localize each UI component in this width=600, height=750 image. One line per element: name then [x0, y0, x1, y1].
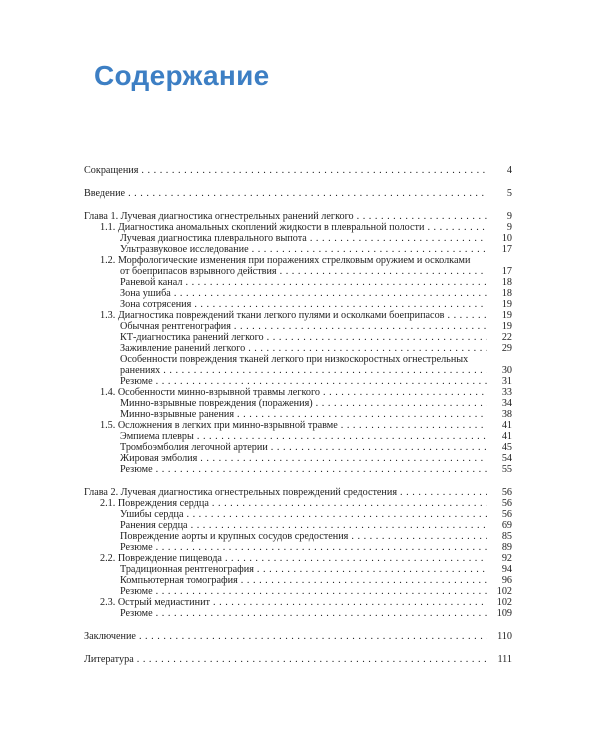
leader-dots [156, 542, 487, 553]
toc-entry-label: Ушибы сердца [120, 509, 184, 520]
toc-entry-label: Ранения сердца [120, 520, 188, 531]
leader-dots [280, 266, 487, 277]
leader-dots [252, 244, 487, 255]
leader-dots [310, 233, 487, 244]
toc-entry[interactable] [84, 266, 512, 277]
toc-page-number: 31 [501, 376, 512, 387]
toc-entry[interactable] [84, 409, 512, 420]
toc-page-number: 22 [501, 332, 512, 343]
leader-dots [400, 487, 487, 498]
leader-dots [248, 343, 487, 354]
toc-entry-label: Минно-взрывные ранения [120, 409, 235, 420]
toc-entry[interactable] [84, 509, 512, 520]
toc-entry-label: Сокращения [84, 165, 139, 176]
toc-entry-label: Минно-взрывные повреждения (поражения) [120, 398, 313, 409]
leader-dots [212, 498, 487, 509]
toc-page-number: 34 [501, 398, 512, 409]
toc-entry-line[interactable]: Особенности повреждения тканей легкого при низкоскоростных огнестрельных [120, 354, 469, 365]
toc-entry-label: 2.2. Повреждение пищевода [100, 553, 222, 564]
toc-page-number: 56 [501, 498, 512, 509]
leader-dots [137, 654, 487, 665]
leader-dots [225, 553, 487, 564]
leader-dots [351, 531, 487, 542]
toc-page-number: 19 [501, 310, 512, 321]
toc-entry[interactable] [84, 365, 512, 376]
toc-page-number: 5 [506, 188, 512, 199]
toc-entry[interactable] [84, 222, 512, 233]
toc-entry[interactable] [84, 332, 512, 343]
toc-entry-label: Жировая эмболия [120, 453, 198, 464]
toc-entry[interactable] [84, 542, 512, 553]
leader-dots [257, 564, 487, 575]
toc-entry[interactable] [84, 165, 512, 176]
toc-page-number: 9 [506, 222, 512, 233]
toc-entry[interactable] [84, 631, 512, 642]
toc-entry[interactable] [84, 575, 512, 586]
toc-entry-label: 2.3. Острый медиастинит [100, 597, 210, 608]
toc-page-number: 102 [496, 597, 512, 608]
toc-page-number: 38 [501, 409, 512, 420]
toc-entry[interactable] [84, 376, 512, 387]
toc-entry[interactable] [84, 498, 512, 509]
leader-dots [271, 442, 487, 453]
toc-entry[interactable] [84, 244, 512, 255]
toc-entry-label: Зона ушиба [120, 288, 171, 299]
leader-dots [427, 222, 487, 233]
toc-page-number: 92 [501, 553, 512, 564]
toc-entry[interactable] [84, 564, 512, 575]
toc-page-number: 29 [501, 343, 512, 354]
toc-entry-label: Эмпиема плевры [120, 431, 194, 442]
toc-entry-label: Резюме [120, 608, 153, 619]
toc-page-number: 30 [501, 365, 512, 376]
toc-entry[interactable] [84, 343, 512, 354]
toc-page-number: 41 [501, 420, 512, 431]
leader-dots [447, 310, 487, 321]
leader-dots [191, 520, 487, 531]
leader-dots [267, 332, 487, 343]
toc-page-number: 41 [501, 431, 512, 442]
toc-entry-line[interactable]: 1.2. Морфологические изменения при поражениях стрелковым оружием и осколками [100, 255, 471, 266]
toc-entry[interactable] [84, 431, 512, 442]
toc-chapter-2[interactable] [84, 487, 512, 498]
leader-dots [139, 631, 487, 642]
leader-dots [185, 277, 487, 288]
toc-chapter-1[interactable] [84, 211, 512, 222]
toc-entry-label: Лучевая диагностика плеврального выпота [120, 233, 307, 244]
leader-dots [156, 464, 487, 475]
leader-dots [357, 211, 487, 222]
leader-dots [237, 409, 487, 420]
toc-page-number: 17 [501, 266, 512, 277]
toc-entry-label: Тромбоэмболия легочной артерии [120, 442, 268, 453]
toc-entry[interactable] [84, 586, 512, 597]
toc-page-number: 56 [501, 509, 512, 520]
toc-page-number: 89 [501, 542, 512, 553]
toc-page-number: 102 [496, 586, 512, 597]
toc-page-number: 111 [497, 654, 512, 665]
toc-entry[interactable] [84, 520, 512, 531]
toc-entry-label: Резюме [120, 586, 153, 597]
toc-entry-label: Ультразвуковое исследование [120, 244, 249, 255]
toc-entry[interactable] [84, 553, 512, 564]
toc-entry-label: Литература [84, 654, 134, 665]
toc-page-number: 110 [497, 631, 512, 642]
toc-page-number: 96 [501, 575, 512, 586]
toc-entry[interactable] [84, 453, 512, 464]
toc-entry-label: КТ-диагностика ранений легкого [120, 332, 264, 343]
leader-dots [141, 165, 487, 176]
toc-entry[interactable] [84, 420, 512, 431]
toc-page-number: 19 [501, 299, 512, 310]
leader-dots [213, 597, 487, 608]
toc-page-number: 33 [501, 387, 512, 398]
leader-dots [200, 453, 487, 464]
toc-entry-label: 1.3. Диагностика повреждений ткани легкого пулями и осколками боеприпасов [100, 310, 445, 321]
toc-entry-label: ранениях [120, 365, 161, 376]
table-of-contents [84, 165, 512, 665]
toc-entry-label: Традиционная рентгенография [120, 564, 254, 575]
toc-entry-label: от боеприпасов взрывного действия [120, 266, 277, 277]
toc-entry-label: Резюме [120, 376, 153, 387]
toc-page-number: 9 [506, 211, 512, 222]
toc-entry[interactable] [84, 288, 512, 299]
toc-page-number: 69 [501, 520, 512, 531]
leader-dots [341, 420, 487, 431]
toc-entry[interactable] [84, 442, 512, 453]
toc-entry[interactable] [84, 608, 512, 619]
toc-entry-label: Заключение [84, 631, 136, 642]
toc-entry-label: Глава 2. Лучевая диагностика огнестрельных повреждений средостения [84, 487, 398, 498]
toc-entry[interactable] [84, 531, 512, 542]
toc-entry-label: Резюме [120, 464, 153, 475]
toc-entry-label: Зона сотрясения [120, 299, 192, 310]
toc-entry[interactable] [84, 310, 512, 321]
toc-page-number: 45 [501, 442, 512, 453]
toc-page-number: 18 [501, 277, 512, 288]
leader-dots [241, 575, 487, 586]
toc-entry[interactable] [84, 597, 512, 608]
leader-dots [234, 321, 487, 332]
toc-entry[interactable] [84, 233, 512, 244]
toc-entry-label: 1.4. Особенности минно-взрывной травмы легкого [100, 387, 321, 398]
toc-entry-label: 1.5. Осложнения в легких при минно-взрывной травме [100, 420, 338, 431]
toc-page-number: 19 [501, 321, 512, 332]
toc-page-number: 56 [501, 487, 512, 498]
toc-entry-label: Заживление ранений легкого [120, 343, 246, 354]
leader-dots [174, 288, 487, 299]
toc-page-number: 94 [501, 564, 512, 575]
toc-entry-label: 1.1. Диагностика аномальных скоплений жидкости в плевральной полости [100, 222, 425, 233]
toc-entry-label: Раневой канал [120, 277, 183, 288]
leader-dots [156, 586, 487, 597]
toc-page-number: 17 [501, 244, 512, 255]
toc-entry-label: 2.1. Повреждения сердца [100, 498, 209, 509]
toc-entry[interactable] [84, 299, 512, 310]
toc-entry[interactable] [84, 464, 512, 475]
leader-dots [323, 387, 487, 398]
leader-dots [128, 188, 487, 199]
toc-entry-label: Глава 1. Лучевая диагностика огнестрельных ранений легкого [84, 211, 354, 222]
leader-dots [156, 376, 487, 387]
leader-dots [163, 365, 487, 376]
page-title: Содержание [94, 60, 270, 91]
toc-entry-label: Обычная рентгенография [120, 321, 231, 332]
leader-dots [316, 398, 487, 409]
toc-entry[interactable] [84, 277, 512, 288]
leader-dots [197, 431, 487, 442]
toc-page-number: 4 [506, 165, 512, 176]
toc-page-number: 109 [496, 608, 512, 619]
toc-page-number: 85 [501, 531, 512, 542]
leader-dots [186, 509, 487, 520]
toc-entry-label: Повреждение аорты и крупных сосудов средостения [120, 531, 349, 542]
leader-dots [194, 299, 487, 310]
toc-entry[interactable] [84, 398, 512, 409]
toc-entry[interactable] [84, 188, 512, 199]
toc-entry-label: Резюме [120, 542, 153, 553]
toc-page-number: 18 [501, 288, 512, 299]
toc-entry[interactable] [84, 387, 512, 398]
toc-page-number: 55 [501, 464, 512, 475]
toc-entry[interactable] [84, 654, 512, 665]
toc-entry-label: Введение [84, 188, 126, 199]
toc-page-number: 10 [501, 233, 512, 244]
toc-entry-label: Компьютерная томография [120, 575, 238, 586]
toc-page-number: 54 [501, 453, 512, 464]
leader-dots [156, 608, 487, 619]
toc-entry[interactable] [84, 321, 512, 332]
